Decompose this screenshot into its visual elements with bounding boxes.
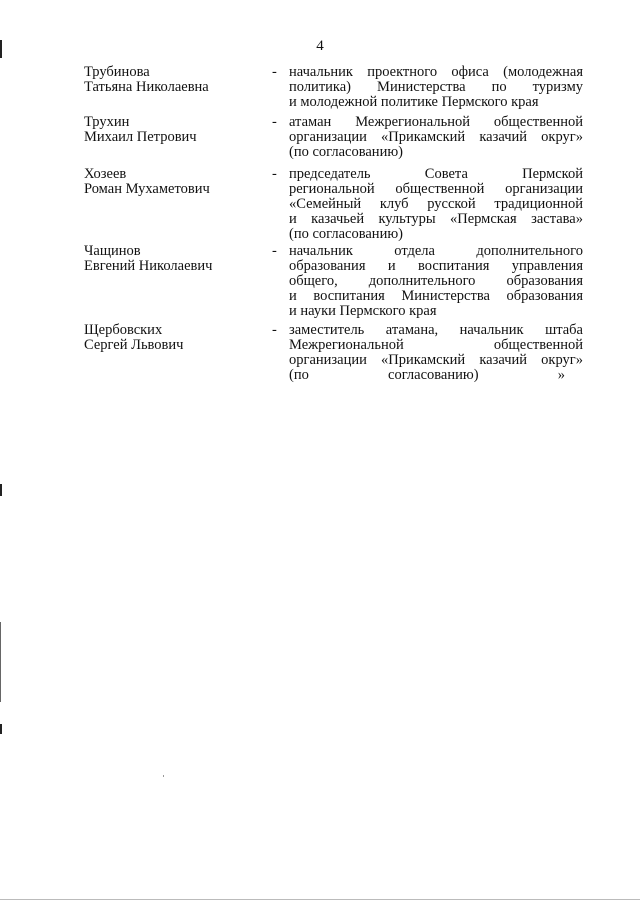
- position-line: (по согласованию): [289, 226, 403, 242]
- member-name: [84, 115, 254, 145]
- member-position: [289, 167, 583, 242]
- position-line: «Семейный клуб русской традиционной: [289, 196, 583, 212]
- member-name: [84, 323, 254, 353]
- member-position: [289, 65, 583, 110]
- position-line: Межрегиональной общественной: [289, 337, 583, 353]
- member-surname: Щербовских: [84, 322, 163, 338]
- scan-margin-mark: [0, 622, 1, 702]
- position-line: атаман Межрегиональной общественной: [289, 114, 583, 130]
- position-line: и казачьей культуры «Пермская застава»: [289, 211, 583, 227]
- scan-margin-mark: [0, 40, 2, 58]
- position-line: региональной общественной организации: [289, 181, 583, 197]
- scan-margin-mark: [0, 724, 2, 734]
- position-line: (по согласованию): [289, 144, 403, 160]
- position-line: начальник отдела дополнительного: [289, 243, 583, 259]
- member-position: [289, 244, 583, 319]
- member-surname: Трубинова: [84, 64, 150, 80]
- member-surname: Хозеев: [84, 166, 127, 182]
- position-line: и молодежной политике Пермского края: [289, 94, 539, 110]
- page-bottom-edge: [0, 899, 640, 900]
- dash-separator: -: [272, 64, 277, 80]
- position-line: (по согласованию) »: [289, 367, 565, 383]
- member-position: [289, 115, 583, 160]
- member-name: [84, 244, 254, 274]
- member-given-names: Сергей Львович: [84, 337, 184, 353]
- position-line: и науки Пермского края: [289, 303, 437, 319]
- dash-separator: -: [272, 243, 277, 259]
- dash-separator: -: [272, 166, 277, 182]
- position-line: заместитель атамана, начальник штаба: [289, 322, 583, 338]
- scan-margin-mark: [0, 484, 2, 496]
- position-line: организации «Прикамский казачий округ»: [289, 129, 583, 145]
- page-number: 4: [316, 38, 324, 54]
- position-line: организации «Прикамский казачий округ»: [289, 352, 583, 368]
- member-given-names: Татьяна Николаевна: [84, 79, 209, 95]
- position-line: общего, дополнительного образования: [289, 273, 583, 289]
- position-line: образования и воспитания управления: [289, 258, 583, 274]
- member-surname: Трухин: [84, 114, 130, 130]
- dash-separator: -: [272, 322, 277, 338]
- position-line: начальник проектного офиса (молодежная: [289, 64, 583, 80]
- position-line: и воспитания Министерства образования: [289, 288, 583, 304]
- member-name: [84, 167, 254, 197]
- member-surname: Чащинов: [84, 243, 141, 259]
- member-given-names: Михаил Петрович: [84, 129, 197, 145]
- member-name: [84, 65, 254, 95]
- dash-separator: -: [272, 114, 277, 130]
- member-given-names: Роман Мухаметович: [84, 181, 210, 197]
- position-line: политика) Министерства по туризму: [289, 79, 583, 95]
- position-line: председатель Совета Пермской: [289, 166, 583, 182]
- scan-speck: [163, 775, 164, 777]
- member-given-names: Евгений Николаевич: [84, 258, 213, 274]
- member-position: [289, 323, 583, 383]
